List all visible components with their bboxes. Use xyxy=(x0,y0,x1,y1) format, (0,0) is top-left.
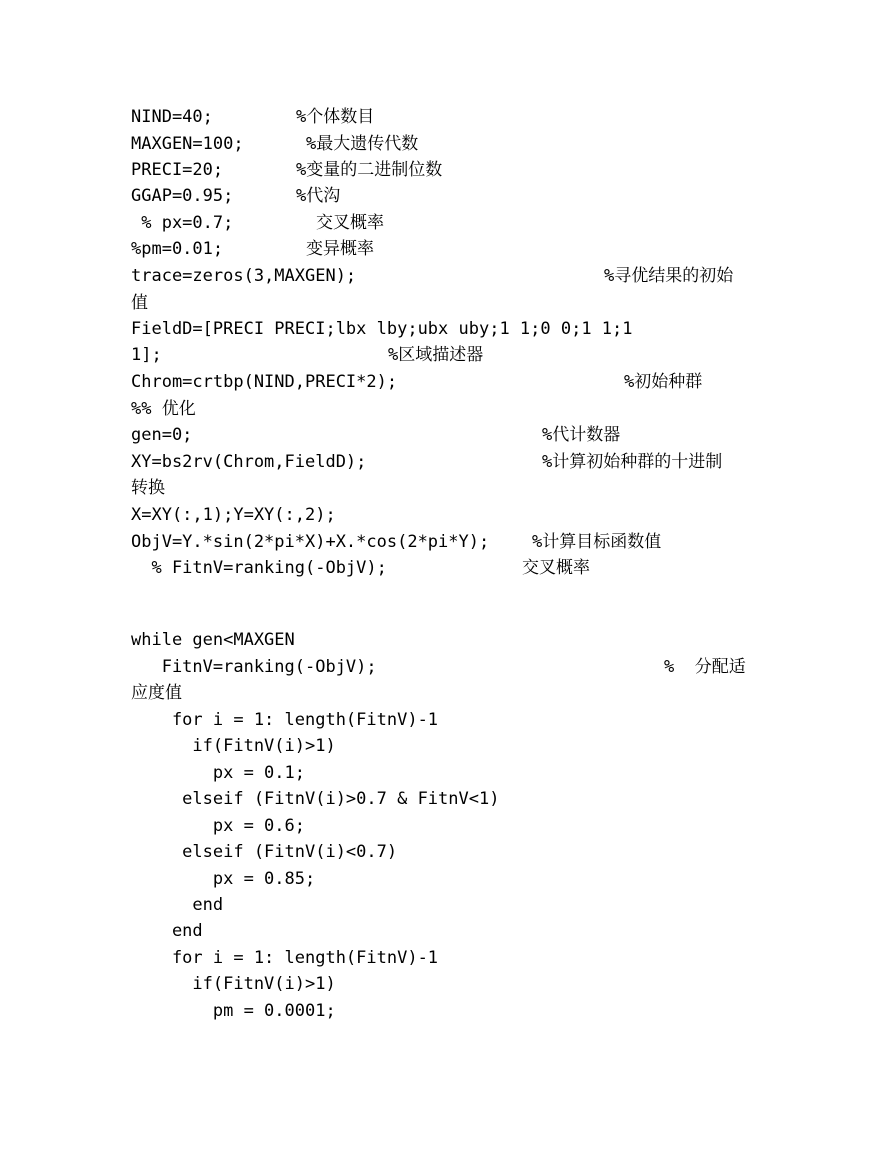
code-text: gen=0; xyxy=(131,425,193,445)
code-text: end xyxy=(131,921,203,941)
code-text: %pm=0.01; xyxy=(131,239,224,259)
code-line-nind xyxy=(0,104,893,130)
code-line-trace-wrap xyxy=(0,290,893,316)
code-line-objv xyxy=(0,529,893,555)
code-line-fitnv-wrap xyxy=(0,680,893,706)
code-line-end-for xyxy=(0,918,893,944)
code-text: px = 0.85; xyxy=(131,869,316,889)
code-text: GGAP=0.95; xyxy=(131,186,234,206)
code-line-xy-wrap xyxy=(0,475,893,501)
comment-text: %代沟 xyxy=(296,186,341,206)
code-line-if-1 xyxy=(0,733,893,759)
code-line-elseif-1 xyxy=(0,786,893,812)
code-line-elseif-2 xyxy=(0,839,893,865)
code-text: for i = 1: length(FitnV)-1 xyxy=(131,948,439,968)
code-line-chrom xyxy=(0,369,893,395)
code-line-px-06 xyxy=(0,813,893,839)
comment-text: %个体数目 xyxy=(296,107,375,127)
comment-text: %计算目标函数值 xyxy=(532,532,662,552)
code-line-pm-comment xyxy=(0,236,893,262)
code-text: % px=0.7; xyxy=(131,213,234,233)
code-text: 转换 xyxy=(131,478,165,498)
comment-text: %寻优结果的初始 xyxy=(604,266,734,286)
code-line-maxgen xyxy=(0,131,893,157)
code-text: PRECI=20; xyxy=(131,160,224,180)
code-text: FieldD=[PRECI PRECI;lbx lby;ubx uby;1 1;0 0;1 1;1 xyxy=(131,319,633,339)
code-line-px-085 xyxy=(0,866,893,892)
code-line-if-2 xyxy=(0,971,893,997)
code-line-x-y xyxy=(0,502,893,528)
code-text: 应度值 xyxy=(131,683,182,703)
code-text: %% 优化 xyxy=(131,399,196,419)
code-line-fitnv xyxy=(0,654,893,680)
code-text: elseif (FitnV(i)<0.7) xyxy=(131,842,398,862)
code-text: NIND=40; xyxy=(131,107,213,127)
code-text: elseif (FitnV(i)>0.7 & FitnV<1) xyxy=(131,789,500,809)
code-text: 值 xyxy=(131,293,148,313)
code-line-for-2 xyxy=(0,945,893,971)
code-text: pm = 0.0001; xyxy=(131,1001,336,1021)
code-text: end xyxy=(131,895,224,915)
code-text: X=XY(:,1);Y=XY(:,2); xyxy=(131,505,336,525)
code-text: 1]; xyxy=(131,345,162,365)
code-line-px-01 xyxy=(0,760,893,786)
comment-text: % 分配适 xyxy=(664,657,746,677)
code-text: trace=zeros(3,MAXGEN); xyxy=(131,266,357,286)
code-text: ObjV=Y.*sin(2*pi*X)+X.*cos(2*pi*Y); xyxy=(131,532,490,552)
comment-text: 交叉概率 xyxy=(522,558,590,578)
code-text: XY=bs2rv(Chrom,FieldD); xyxy=(131,452,367,472)
code-text: % FitnV=ranking(-ObjV); xyxy=(131,558,387,578)
code-line-xy xyxy=(0,449,893,475)
code-line-pm xyxy=(0,998,893,1024)
comment-text: 交叉概率 xyxy=(316,213,384,233)
code-text: px = 0.6; xyxy=(131,816,305,836)
code-text: for i = 1: length(FitnV)-1 xyxy=(131,710,439,730)
code-line-fieldd xyxy=(0,316,893,342)
comment-text: 变异概率 xyxy=(306,239,374,259)
code-line-gen xyxy=(0,422,893,448)
code-text: Chrom=crtbp(NIND,PRECI*2); xyxy=(131,372,398,392)
code-text: px = 0.1; xyxy=(131,763,305,783)
code-line-preci xyxy=(0,157,893,183)
comment-text: %初始种群 xyxy=(624,372,703,392)
comment-text: %计算初始种群的十进制 xyxy=(542,452,723,472)
code-line-for-1 xyxy=(0,707,893,733)
comment-text: %变量的二进制位数 xyxy=(296,160,443,180)
code-text: MAXGEN=100; xyxy=(131,134,244,154)
comment-text: %区域描述器 xyxy=(388,345,484,365)
code-line-ggap xyxy=(0,183,893,209)
code-text: if(FitnV(i)>1) xyxy=(131,736,336,756)
code-text: if(FitnV(i)>1) xyxy=(131,974,336,994)
code-line-fieldd-wrap xyxy=(0,342,893,368)
code-line-px-comment xyxy=(0,210,893,236)
code-line-while xyxy=(0,627,893,653)
comment-text: %代计数器 xyxy=(542,425,621,445)
code-text: FitnV=ranking(-ObjV); xyxy=(131,657,377,677)
comment-text: %最大遗传代数 xyxy=(306,134,419,154)
code-text: while gen<MAXGEN xyxy=(131,630,295,650)
code-line-end-if xyxy=(0,892,893,918)
code-line-fitnv-comment xyxy=(0,555,893,581)
code-line-section-optimize xyxy=(0,396,893,422)
code-line-trace xyxy=(0,263,893,289)
